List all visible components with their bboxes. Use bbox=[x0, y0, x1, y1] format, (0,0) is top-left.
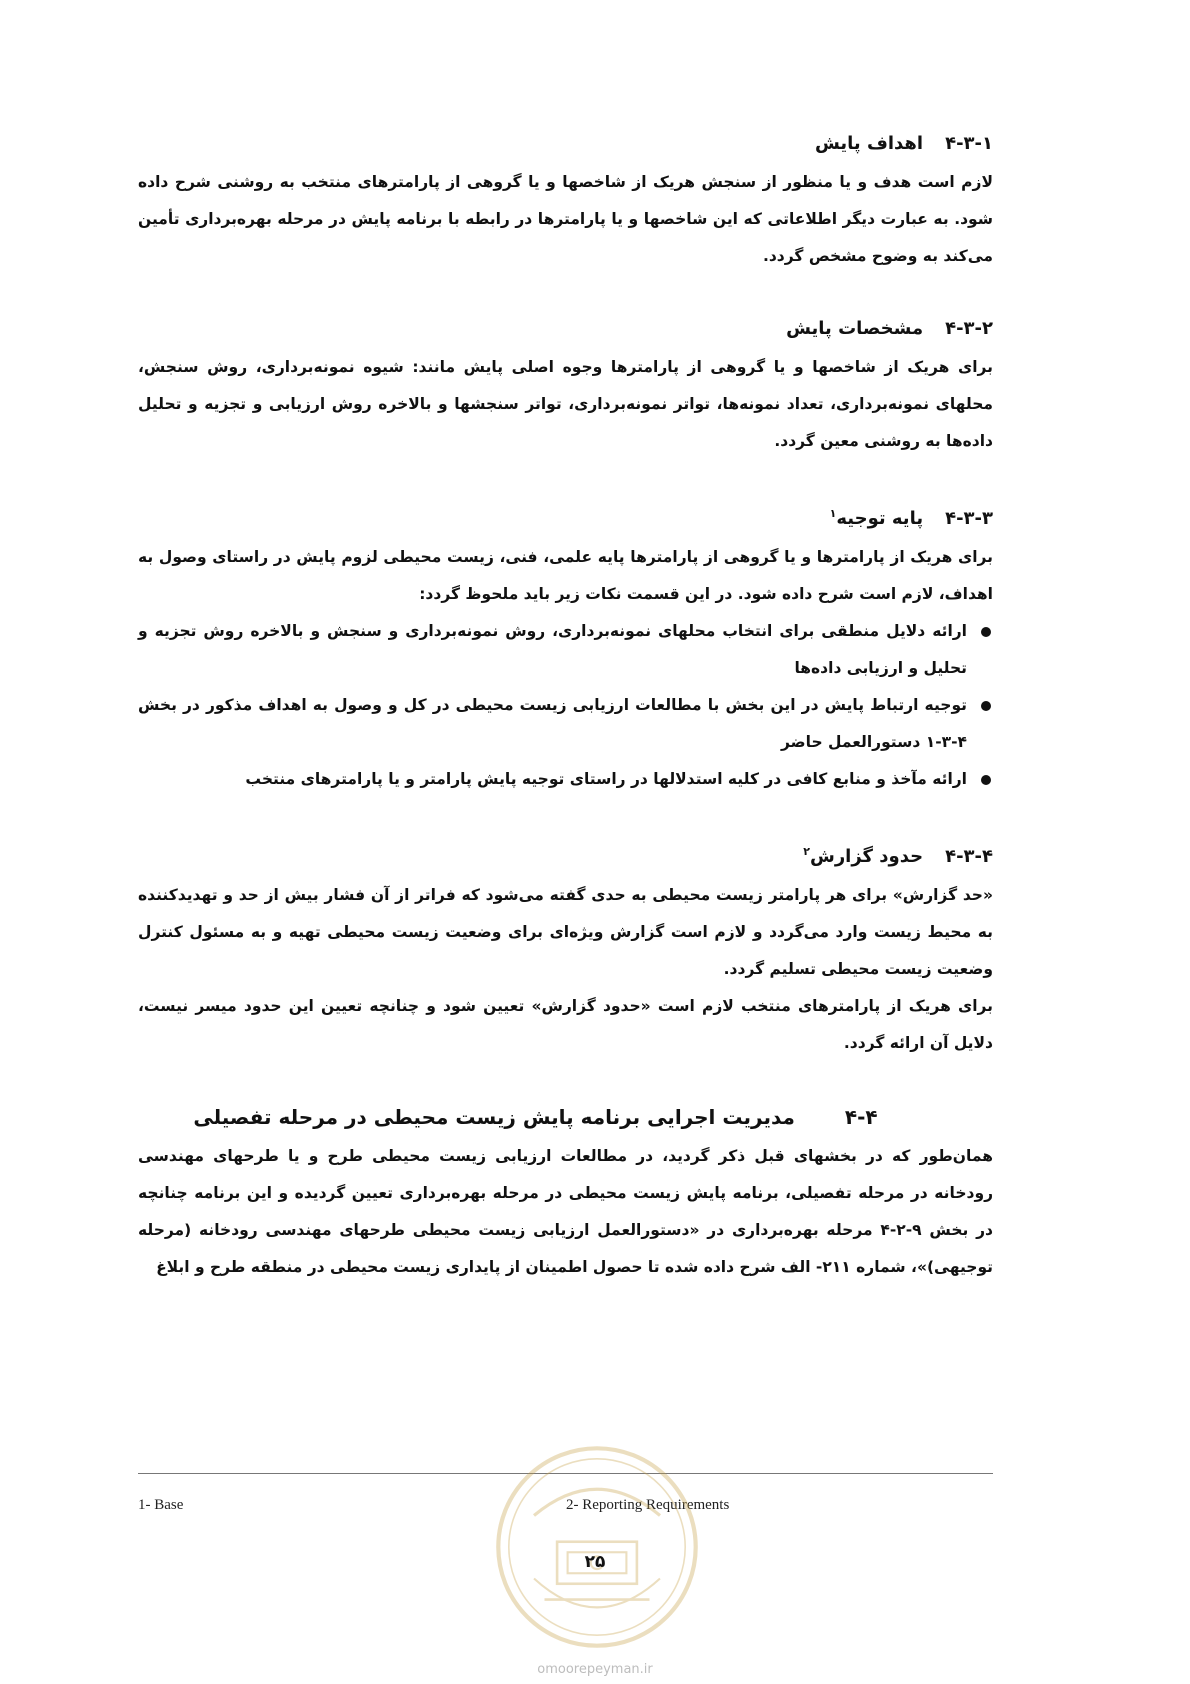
section-4-3-3 bbox=[138, 500, 993, 798]
section-title: حدود گزارش bbox=[809, 846, 924, 867]
section-paragraph: برای هریک از شاخصها و یا گروهی از پارامترها وجوه اصلی پایش مانند: شیوه نمونه‌برداری، روش سنجش، محلهای نمونه‌برداری، تعداد نمونه‌ها، تواتر نمونه‌برداری، تواتر سنجشها و بالاخره روش ارزیابی و تجزیه و تحلیل داده‌ها به روشنی معین گردد. bbox=[138, 358, 993, 450]
list-item bbox=[138, 761, 993, 798]
section-4-3-1 bbox=[138, 130, 993, 275]
section-title: اهداف پایش bbox=[814, 133, 924, 154]
main-section-number: ۴-۴ bbox=[844, 1105, 878, 1129]
main-section-heading bbox=[138, 1102, 993, 1132]
section-number: ۴-۳-۳ bbox=[945, 508, 993, 529]
section-heading bbox=[138, 130, 993, 158]
section-number: ۴-۳-۴ bbox=[945, 846, 993, 867]
section-4-4 bbox=[138, 1102, 993, 1286]
section-4-3-2 bbox=[138, 315, 993, 460]
list-item-text: توجیه ارتباط پایش در این بخش با مطالعات ارزیابی زیست محیطی در کل و وصول به اهداف مذکور در بخش ۴-۳-۱ دستورالعمل حاضر bbox=[138, 696, 967, 751]
section-heading bbox=[138, 500, 993, 533]
main-section-title: مدیریت اجرایی برنامه پایش زیست محیطی در مرحله تفصیلی bbox=[193, 1105, 795, 1129]
section-title: پایه توجیه bbox=[836, 508, 924, 529]
section-paragraph: برای هریک از پارامترها و یا گروهی از پارامترها پایه علمی، فنی، زیست محیطی لزوم پایش در راستای وصول به اهداف، لازم است شرح داده شود. در این قسمت نکات زیر باید ملحوظ گردد: bbox=[138, 548, 993, 603]
bullet-icon bbox=[981, 701, 991, 711]
bullet-icon bbox=[981, 627, 991, 637]
footnote-ref: ۲ bbox=[803, 845, 810, 858]
footnote-2: 2- Reporting Requirements bbox=[566, 1497, 730, 1513]
section-heading bbox=[138, 838, 993, 871]
watermark-url: omoorepeyman.ir bbox=[537, 1662, 653, 1677]
bullet-icon bbox=[981, 775, 991, 785]
footnote-ref: ۱ bbox=[829, 507, 837, 520]
list-item-text: ارائه دلایل منطقی برای انتخاب محلهای نمونه‌برداری، روش نمونه‌برداری و سنجش و بالاخره روش تجزیه و تحلیل و ارزیابی داده‌ها bbox=[138, 622, 967, 677]
list-item-text: ارائه مآخذ و منابع کافی در کلیه استدلالها در راستای توجیه پایش پارامتر و یا پارامترهای منتخب bbox=[245, 770, 967, 788]
section-4-3-4 bbox=[138, 838, 993, 1062]
main-section-paragraph: همان‌طور که در بخشهای قبل ذکر گردید، در مطالعات ارزیابی زیست محیطی طرح و یا طرحهای مهندسی رودخانه در مرحله تفصیلی، برنامه پایش زیست محیطی در مرحله بهره‌برداری تعیین گردیده و این برنامه چنانچه در بخش ۹-۲-۴ مرحله بهره‌برداری در «دستورالعمل ارزیابی زیست محیطی طرحهای مهندسی رودخانه (مرحله توجیهی)»، شماره ۲۱۱- الف شرح داده شده تا حصول اطمینان از پایداری زیست محیطی در منطقه طرح و ابلاغ bbox=[138, 1147, 993, 1276]
section-heading bbox=[138, 315, 993, 343]
section-paragraph: برای هریک از پارامترهای منتخب لازم است «حدود گزارش» تعیین شود و چنانچه تعیین این حدود میسر نیست، دلایل آن ارائه گردد. bbox=[138, 997, 993, 1052]
page-content bbox=[138, 130, 993, 1326]
section-number: ۴-۳-۱ bbox=[945, 133, 993, 154]
section-number: ۴-۳-۲ bbox=[945, 318, 993, 339]
page-number: ۲۵ bbox=[584, 1552, 606, 1572]
list-item bbox=[138, 613, 993, 687]
list-item bbox=[138, 687, 993, 761]
section-paragraph: «حد گزارش» برای هر پارامتر زیست محیطی به حدی گفته می‌شود که فراتر از آن فشار بیش از حد و تهدیدکننده به محیط زیست وارد می‌گردد و لازم است گزارش ویژه‌ای برای وضعیت زیست محیطی تهیه و به مسئول کنترل وضعیت زیست محیطی تسلیم گردد. bbox=[138, 886, 993, 978]
footnote-1: 1- Base bbox=[138, 1497, 184, 1513]
bullet-list bbox=[138, 613, 993, 798]
omoore-peyman-seal-icon bbox=[492, 1442, 702, 1652]
section-paragraph: لازم است هدف و یا منظور از سنجش هریک از شاخصها و یا گروهی از پارامترهای منتخب به روشنی شرح داده شود. به عبارت دیگر اطلاعاتی که این شاخصها و یا پارامترها در رابطه با برنامه پایش در مرحله بهره‌برداری تأمین می‌کند به وضوح مشخص گردد. bbox=[138, 173, 993, 265]
section-title: مشخصات پایش bbox=[786, 318, 924, 339]
